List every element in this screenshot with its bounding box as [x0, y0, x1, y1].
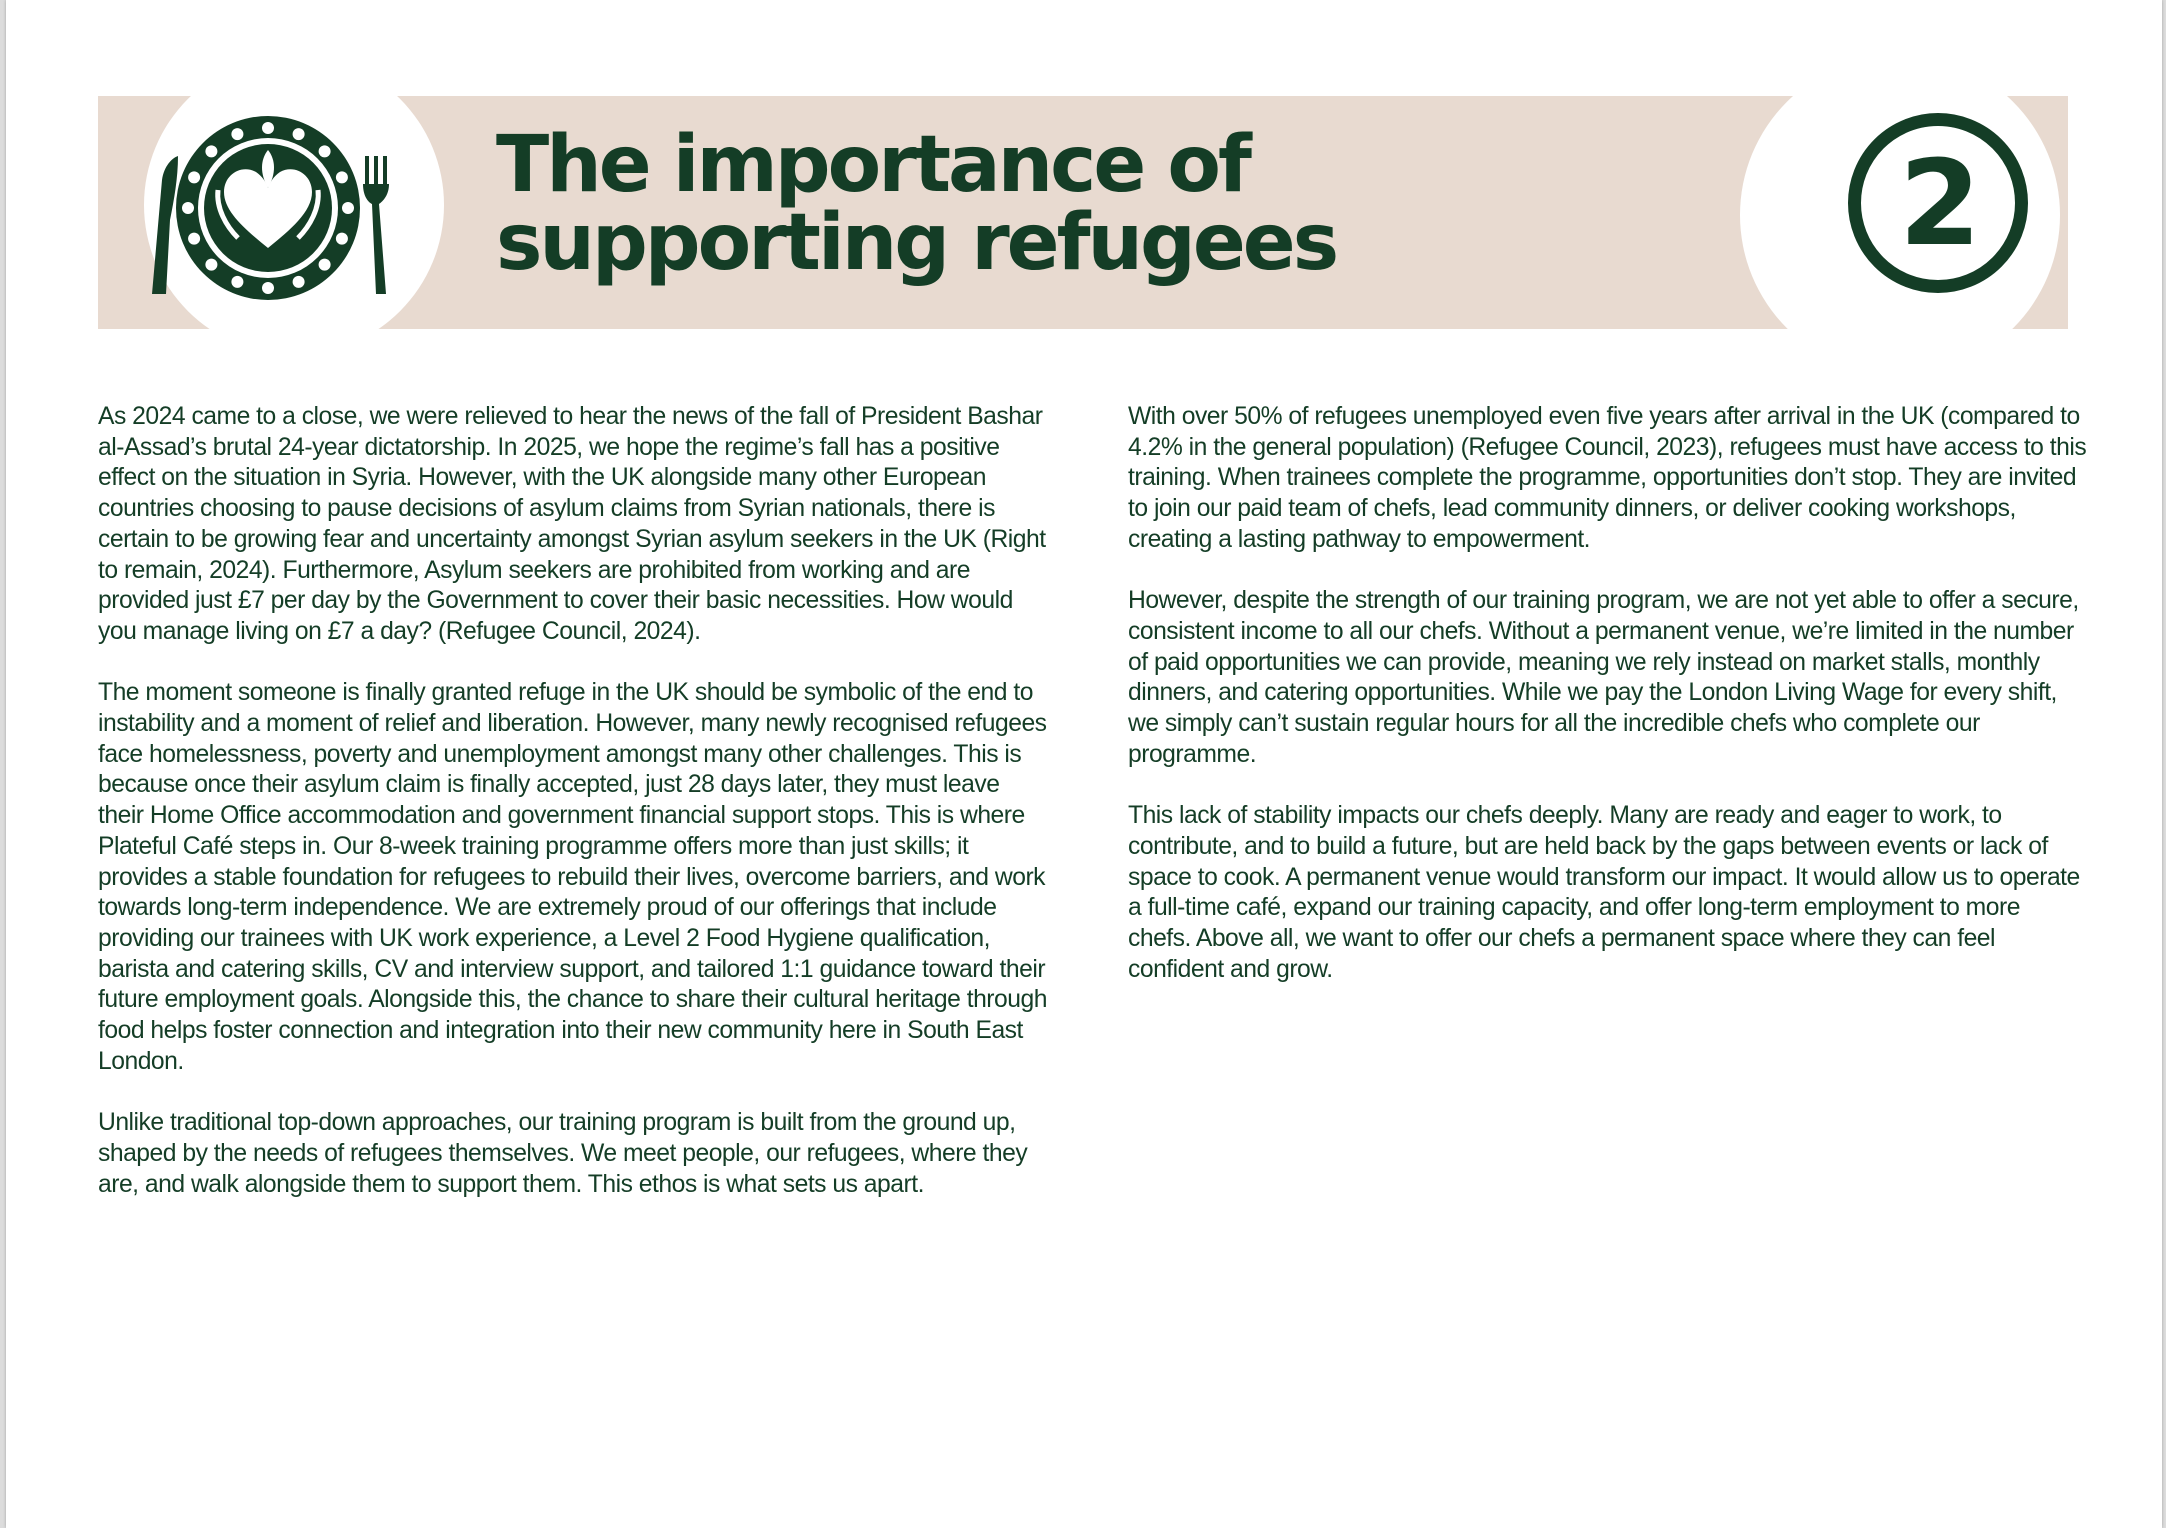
plate-icon: [176, 116, 360, 300]
right-column: [1128, 402, 2088, 1016]
paragraph: With over 50% of refugees unemployed even five years after arrival in the UK (compared to 4.2% in the general population) (Refugee Council, 2023), refugees must have access to this training. When trainees complete the programme, opportunities don’t stop. They are invited to join our paid team of chefs, lead community dinners, or deliver cooking workshops, creating a lasting pathway to empowerment.: [1128, 403, 2087, 553]
header-banner: [98, 96, 2068, 329]
document-page: [6, 0, 2162, 1528]
title-line-2: supporting refugees: [496, 198, 1337, 288]
title-line-1: The importance of: [496, 120, 1249, 210]
paragraph: This lack of stability impacts our chefs deeply. Many are ready and eager to work, to contribute, and to build a future, but are held back by the gaps between events or lack of space to cook. A permanent venue would transform our impact. It would allow us to operate a full-time café, expand our training capacity, and offer long-term employment to more chefs. Above all, we want to offer our chefs a permanent space where they can feel confident and grow.: [1128, 802, 2080, 983]
paragraph: As 2024 came to a close, we were relieved to hear the news of the fall of President Bashar al-Assad’s brutal 24-year dictatorship. In 2025, we hope the regime’s fall has a positive effect on the situation in Syria. However, with the UK alongside many other European countries choosing to pause decisions of asylum claims from Syrian nationals, there is certain to be growing fear and uncertainty amongst Syrian asylum seekers in the UK (Right to remain, 2024). Furthermore, Asylum seekers are prohibited from working and are provided just £7 per day by the Government to cover their basic necessities. How would you manage living on £7 a day? (Refugee Council, 2024).: [98, 403, 1046, 645]
fork-icon: [363, 156, 389, 294]
plateful-logo: [118, 108, 408, 308]
left-column: [98, 402, 1048, 1231]
knife-icon: [152, 156, 178, 294]
page-number-badge: 2: [1848, 113, 2028, 293]
paragraph: However, despite the strength of our training program, we are not yet able to offer a secure, consistent income to all our chefs. Without a permanent venue, we’re limited in the number of paid opportunities we can provide, meaning we rely instead on market stalls, monthly dinners, and catering opportunities. While we pay the London Living Wage for every shift, we simply can’t sustain regular hours for all the incredible chefs who complete our programme.: [1128, 587, 2079, 768]
page-title: [496, 120, 1337, 288]
paragraph: Unlike traditional top-down approaches, our training program is built from the ground up, shaped by the needs of refugees themselves. We meet people, our refugees, where they are, and walk alongside them to support them. This ethos is what sets us apart.: [98, 1109, 1028, 1198]
paragraph: The moment someone is finally granted refuge in the UK should be symbolic of the end to instability and a moment of relief and liberation. However, many newly recognised refugees face homelessness, poverty and unemployment amongst many other challenges. This is because once their asylum claim is finally accepted, just 28 days later, they must leave their Home Office accommodation and government financial support stops. This is where Plateful Café steps in. Our 8-week training programme offers more than just skills; it provides a stable foundation for refugees to rebuild their lives, overcome barriers, and work towards long-term independence. We are extremely proud of our offerings that include providing our trainees with UK work experience, a Level 2 Food Hygiene qualification, barista and catering skills, CV and interview support, and tailored 1:1 guidance toward their future employment goals. Alongside this, the chance to share their cultural heritage through food helps foster connection and integration into their new community here in South East London.: [98, 679, 1047, 1075]
